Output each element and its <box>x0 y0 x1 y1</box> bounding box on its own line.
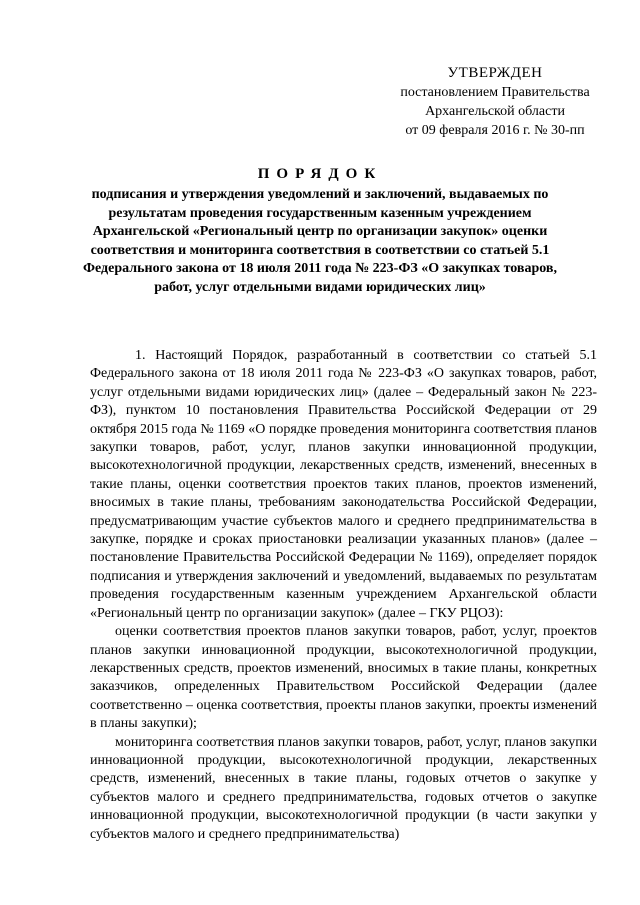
document-title-block <box>70 164 570 298</box>
approval-stamp <box>380 64 610 140</box>
document-body <box>90 347 597 844</box>
approval-line-1: постановлением Правительства <box>400 85 590 100</box>
body-paragraph-2: оценки соответствия проектов планов закупки товаров, работ, услуг, проектов планов закупки инновационной продукции, высокотехнологичной продукции, лекарственных средств, проектов изменений, вносимых в такие планы, конкретных заказчиков, определенных Правительством Российской Федерации (далее соответственно – оценка соответствия, проекты планов закупки, проекты изменений в планы закупки); <box>90 624 597 732</box>
body-paragraph-1: 1. Настоящий Порядок, разработанный в соответствии со статьей 5.1 Федерального закона от 18 июля 2011 года № 223-ФЗ «О закупках товаров, работ, услуг отдельными видами юридических лиц» (далее – Федеральный закон № 223-ФЗ), пунктом 10 постановления Правительства Российской Федерации от 29 октября 2015 года № 1169 «О порядке проведения мониторинга соответствия планов закупки товаров, работ, услуг, планов закупки инновационной продукции, высокотехнологичной продукции, лекарственных средств, изменений, внесенных в такие планы, оценки соответствия проектов таких планов, проектов изменений, вносимых в такие планы, требованиям законодательства Российской Федерации, предусматривающим участие субъектов малого и среднего предпринимательства в закупке, порядке и сроках приостановки реализации указанных планов» (далее – постановление Правительства Российской Федерации № 1169), определяет порядок подписания и утверждения заключений и уведомлений, выдаваемых по результатам проведения государственным казенным учреждением Архангельской области «Региональный центр по организации закупок» (далее – ГКУ РЦОЗ): <box>90 348 597 621</box>
approval-line-2: Архангельской области <box>425 104 565 119</box>
approval-heading: УТВЕРЖДЕН <box>447 65 543 81</box>
document-subtitle: подписания и утверждения уведомлений и заключений, выдаваемых по результатам проведения государственным казенным учреждением Архангельской «Региональный центр по организации закупок» оценки соответствия и мониторинга соответствия в соответствии со статьей 5.1 Федерального закона от 18 июля 2011 года № 223-ФЗ «О закупках товаров, работ, услуг отдельными видами юридических лиц» <box>83 187 557 295</box>
document-title: ПОРЯДОК <box>257 166 383 182</box>
body-paragraph-3: мониторинга соответствия планов закупки товаров, работ, услуг, планов закупки инновационной продукции, высокотехнологичной продукции, лекарственных средств, изменений, внесенных в такие планы, годовых отчетов о закупке у субъектов малого и среднего предпринимательства, годовых отчетов о закупке инновационной продукции, высокотехнологичной продукции (в части закупки у субъектов малого и среднего предпринимательства) <box>90 734 597 842</box>
approval-line-3: от 09 февраля 2016 г. № 30-пп <box>405 123 585 138</box>
